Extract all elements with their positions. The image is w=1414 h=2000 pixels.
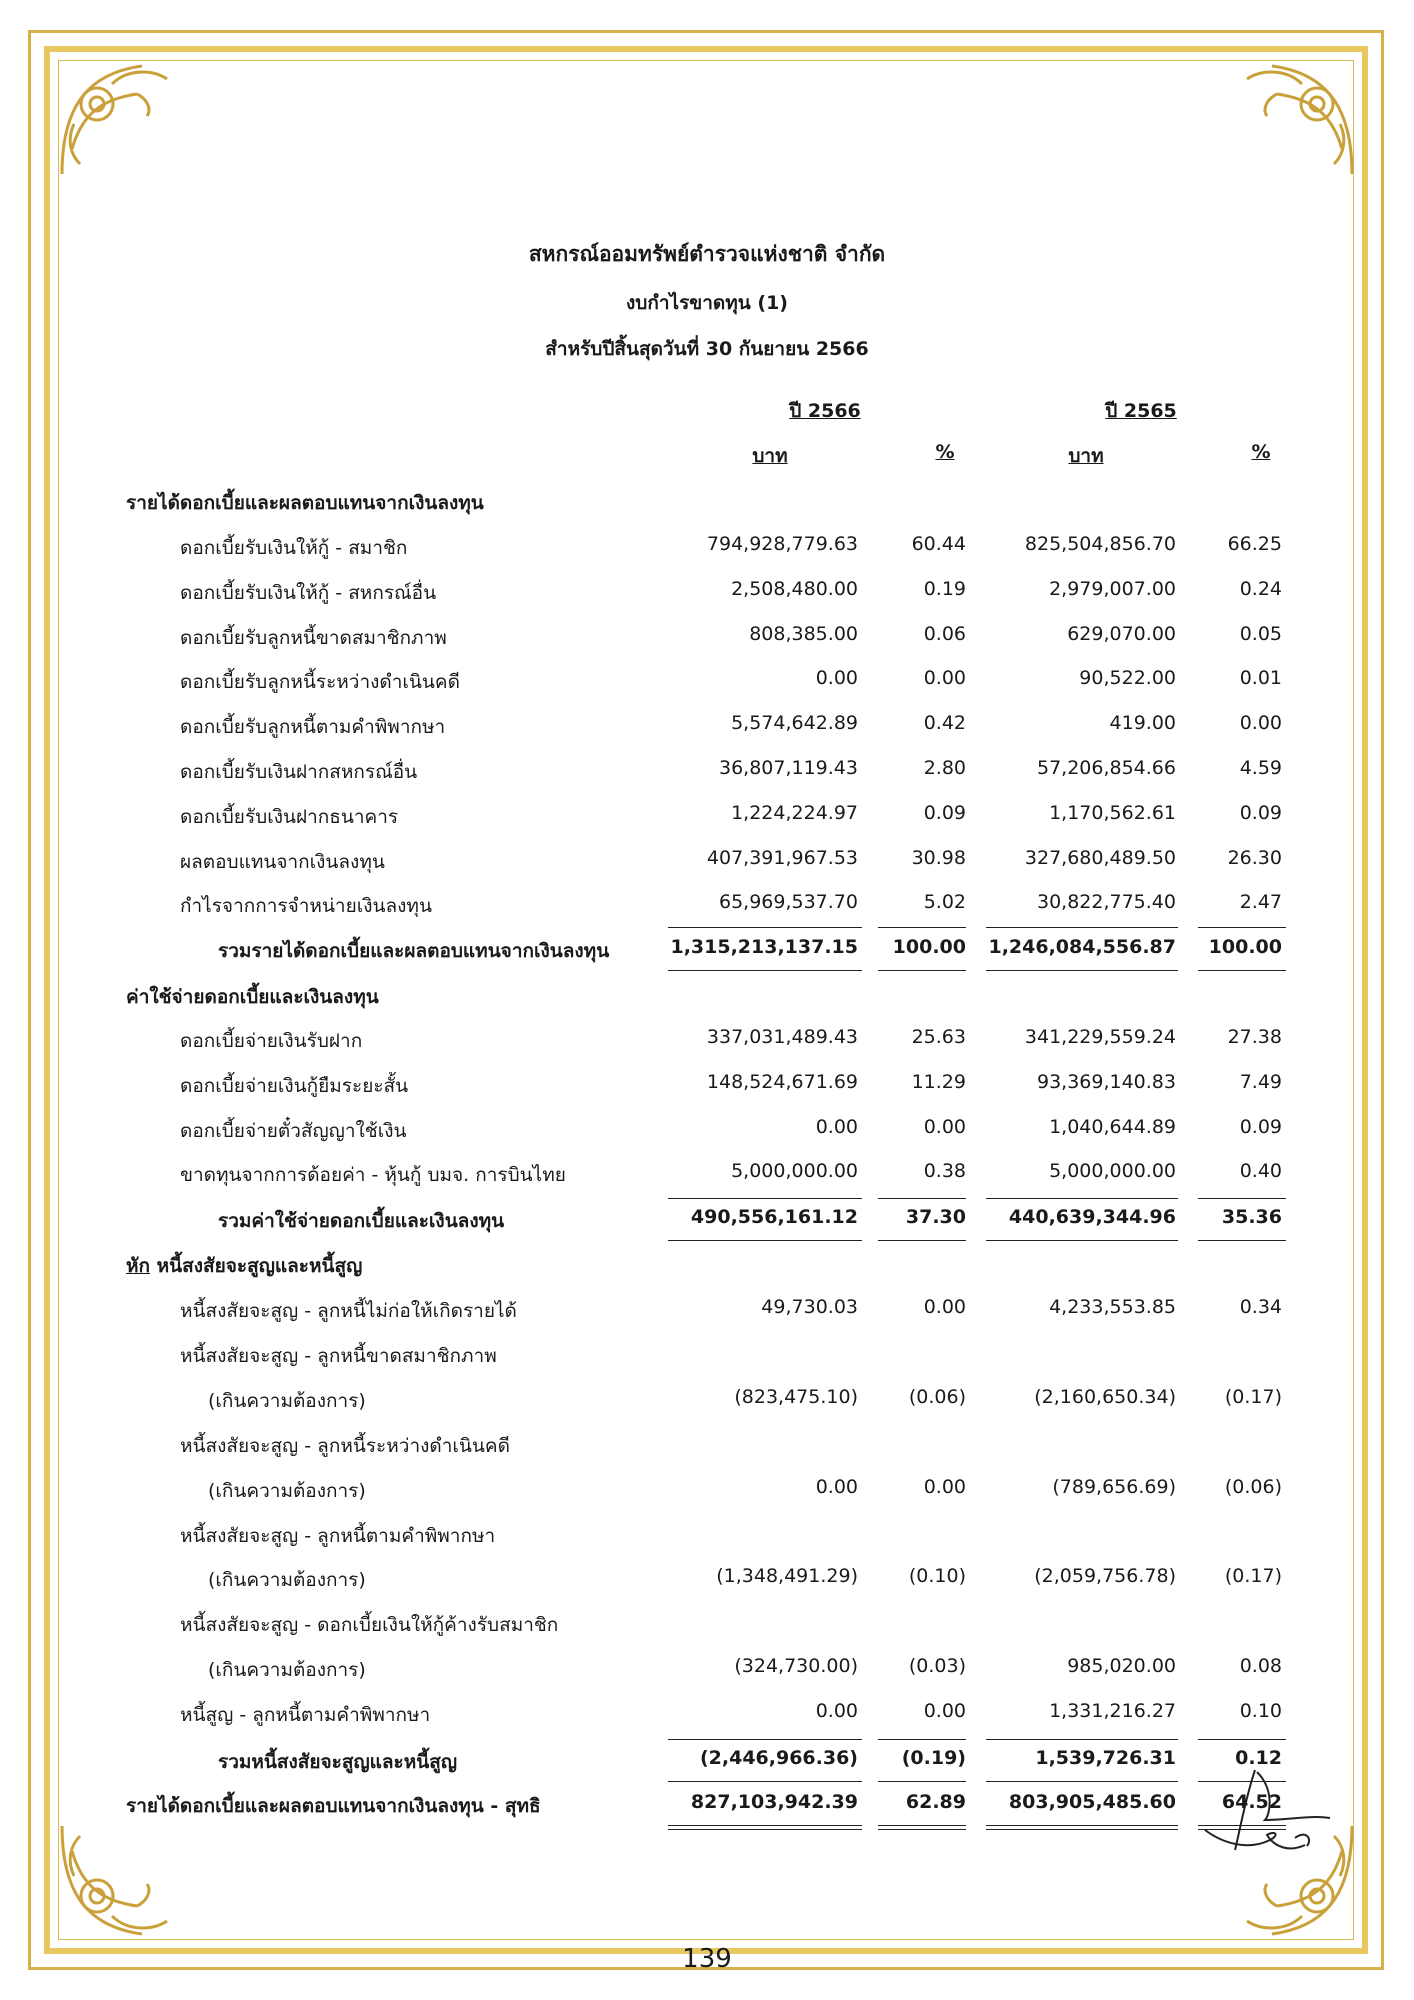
income-total-p2: 100.00 [1208, 936, 1282, 958]
row-label: (เกินความต้องการ) [208, 1389, 366, 1412]
row-label: หนี้สูญ - ลูกหนี้ตามคำพิพากษา [180, 1704, 431, 1727]
table-row [0, 1515, 1414, 1555]
expense-total-v2: 440,639,344.96 [1008, 1206, 1176, 1228]
deduct-total-v1: (2,446,966.36) [699, 1747, 858, 1769]
row-p2: 0.09 [1239, 1115, 1282, 1138]
expense-total-p2: 35.36 [1221, 1206, 1282, 1228]
row-p2: 0.10 [1239, 1700, 1282, 1723]
corner-ornament-icon [1232, 54, 1362, 184]
income-total-v2: 1,246,084,556.87 [988, 936, 1176, 958]
row-v1: 0.00 [815, 1475, 858, 1498]
row-v2: 1,331,216.27 [1049, 1700, 1176, 1723]
row-v2: 2,979,007.00 [1049, 577, 1176, 600]
expense-total-row [0, 1200, 1414, 1240]
row-label: กำไรจากการจำหน่ายเงินลงทุน [180, 895, 432, 918]
row-p1: 5.02 [923, 891, 966, 914]
subtotal-rule [986, 1739, 1178, 1740]
row-v2: 93,369,140.83 [1036, 1070, 1176, 1093]
row-v1: (823,475.10) [734, 1385, 858, 1408]
row-p1: 0.19 [923, 577, 966, 600]
row-v1: 2,508,480.00 [731, 577, 858, 600]
row-p1: 0.06 [923, 622, 966, 645]
row-p1: 30.98 [911, 846, 966, 869]
row-label: ดอกเบี้ยรับลูกหนี้ขาดสมาชิกภาพ [180, 626, 447, 649]
signature-icon [1195, 1760, 1335, 1860]
row-label: หนี้สงสัยจะสูญ - ลูกหนี้ขาดสมาชิกภาพ [180, 1344, 497, 1367]
row-p1: 0.42 [923, 712, 966, 735]
row-p1: 0.09 [923, 801, 966, 824]
income-total-p1: 100.00 [892, 936, 966, 958]
net-p1: 62.89 [905, 1791, 966, 1813]
expense-total-v1: 490,556,161.12 [690, 1206, 858, 1228]
row-label: ผลตอบแทนจากเงินลงทุน [180, 850, 385, 873]
row-label: ดอกเบี้ยรับลูกหนี้ตามคำพิพากษา [180, 716, 446, 739]
row-v1: 36,807,119.43 [718, 757, 858, 779]
row-v1: 794,928,779.63 [706, 533, 858, 555]
expense-total-p1: 37.30 [905, 1206, 966, 1228]
row-v2: 629,070.00 [1067, 622, 1176, 645]
row-v2: 57,206,854.66 [1036, 757, 1176, 779]
subtotal-rule [878, 1198, 966, 1199]
row-p1: (0.03) [908, 1655, 966, 1678]
table-row [0, 1290, 1414, 1330]
net-v1: 827,103,942.39 [690, 1791, 858, 1813]
row-p1: 0.00 [923, 1700, 966, 1723]
subtotal-rule [1198, 1739, 1286, 1740]
corner-ornament-icon [52, 54, 182, 184]
row-p2: 0.40 [1239, 1160, 1282, 1183]
row-v2: 419.00 [1109, 712, 1176, 735]
row-v2: 985,020.00 [1067, 1655, 1176, 1678]
row-p1: 0.00 [923, 1115, 966, 1138]
row-p2: 0.05 [1239, 622, 1282, 645]
deduct-total-label: รวมหนี้สงสัยจะสูญและหนี้สูญ [218, 1751, 458, 1773]
table-row [0, 1335, 1414, 1375]
row-label: ดอกเบี้ยจ่ายเงินกู้ยืมระยะสั้น [180, 1074, 409, 1097]
table-row [0, 751, 1414, 791]
row-p2: 0.00 [1239, 712, 1282, 735]
row-v2: 825,504,856.70 [1024, 533, 1176, 555]
table-row [0, 1380, 1414, 1420]
deduct-prefix: หัก [126, 1255, 151, 1277]
row-label: ดอกเบี้ยรับเงินให้กู้ - สมาชิก [180, 537, 408, 559]
table-row [0, 1154, 1414, 1194]
total-rule [1198, 1240, 1286, 1241]
table-row [0, 617, 1414, 657]
total-rule [878, 1781, 966, 1782]
table-row [0, 1110, 1414, 1150]
table-row [0, 1649, 1414, 1689]
row-label: ดอกเบี้ยรับเงินฝากธนาคาร [180, 805, 399, 828]
statement-title: งบกำไรขาดทุน (1) [626, 292, 788, 314]
subtotal-rule [986, 1198, 1178, 1199]
row-p1: 0.00 [923, 1296, 966, 1318]
subtotal-rule [1198, 1198, 1286, 1199]
income-total-label: รวมรายได้ดอกเบี้ยและผลตอบแทนจากเงินลงทุน [218, 940, 610, 962]
row-p1: (0.10) [908, 1565, 966, 1588]
row-p2: 66.25 [1227, 533, 1282, 555]
subtotal-rule [878, 1739, 966, 1740]
statement-period: สำหรับปีสิ้นสุดวันที่ 30 กันยายน 2566 [545, 338, 869, 360]
table-row [0, 1470, 1414, 1510]
row-p2: 7.49 [1239, 1070, 1282, 1093]
row-label: ดอกเบี้ยรับเงินฝากสหกรณ์อื่น [180, 761, 418, 783]
total-rule [668, 1240, 862, 1241]
page-number: 139 [682, 1944, 732, 1974]
row-v1: 0.00 [815, 1700, 858, 1723]
row-label: (เกินความต้องการ) [208, 1479, 366, 1502]
row-label: หนี้สงสัยจะสูญ - ลูกหนี้ไม่ก่อให้เกิดรายได้ [180, 1300, 517, 1322]
income-total-v1: 1,315,213,137.15 [670, 936, 858, 958]
net-label: รายได้ดอกเบี้ยและผลตอบแทนจากเงินลงทุน - สุทธิ [126, 1795, 541, 1817]
total-rule [986, 970, 1178, 971]
total-rule [878, 970, 966, 971]
table-row [0, 1559, 1414, 1599]
row-p2: 27.38 [1227, 1026, 1282, 1048]
total-rule [986, 1240, 1178, 1241]
expense-total-label: รวมค่าใช้จ่ายดอกเบี้ยและเงินลงทุน [218, 1210, 505, 1232]
row-p2: 0.34 [1239, 1296, 1282, 1318]
table-row [0, 661, 1414, 701]
row-p2: 0.09 [1239, 801, 1282, 824]
row-p1: 0.38 [923, 1160, 966, 1183]
table-row [0, 885, 1414, 925]
net-v2: 803,905,485.60 [1008, 1791, 1176, 1813]
column-baht-previous: บาท [1068, 445, 1104, 467]
section-heading [0, 482, 1414, 522]
row-p1: (0.06) [908, 1385, 966, 1408]
row-label: (เกินความต้องการ) [208, 1569, 366, 1592]
table-row [0, 572, 1414, 612]
row-v2: 90,522.00 [1079, 667, 1176, 690]
row-p1: 0.00 [923, 667, 966, 690]
row-label: ขาดทุนจากการด้อยค่า - หุ้นกู้ บมจ. การบินไทย [180, 1164, 566, 1187]
row-v2: 1,170,562.61 [1049, 801, 1176, 824]
row-v1: (1,348,491.29) [716, 1565, 858, 1588]
row-p2: 2.47 [1239, 891, 1282, 914]
row-label: (เกินความต้องการ) [208, 1659, 366, 1682]
row-v1: 5,000,000.00 [731, 1160, 858, 1183]
row-v2: (2,160,650.34) [1034, 1385, 1176, 1408]
row-v1: 49,730.03 [761, 1296, 858, 1318]
row-v1: 337,031,489.43 [706, 1026, 858, 1048]
row-v1: 0.00 [815, 1115, 858, 1138]
row-v2: (789,656.69) [1052, 1475, 1176, 1498]
table-row [0, 1425, 1414, 1465]
column-baht-current: บาท [752, 445, 788, 467]
total-rule [986, 1781, 1178, 1782]
deduct-total-p1: (0.19) [901, 1747, 966, 1769]
row-p2: (0.17) [1224, 1385, 1282, 1408]
row-label: ดอกเบี้ยจ่ายตั๋วสัญญาใช้เงิน [180, 1119, 407, 1142]
row-p2: (0.06) [1224, 1475, 1282, 1498]
net-p2: 64.52 [1221, 1791, 1282, 1813]
row-v2: 1,040,644.89 [1049, 1115, 1176, 1138]
column-year-previous: ปี 2565 [1105, 400, 1177, 422]
row-p2: (0.17) [1224, 1565, 1282, 1588]
row-v1: 0.00 [815, 667, 858, 690]
double-rule [878, 1825, 966, 1830]
table-row [0, 1694, 1414, 1734]
row-p2: 26.30 [1227, 846, 1282, 869]
deduct-total-v2: 1,539,726.31 [1035, 1747, 1176, 1769]
column-percent-previous: % [1251, 441, 1271, 463]
row-v1: 148,524,671.69 [706, 1070, 858, 1093]
section-heading [0, 976, 1414, 1016]
row-label: หนี้สงสัยจะสูญ - ดอกเบี้ยเงินให้กู้ค้างรับสมาชิก [180, 1614, 559, 1637]
row-label: ดอกเบี้ยรับเงินให้กู้ - สหกรณ์อื่น [180, 581, 437, 604]
row-v2: 327,680,489.50 [1024, 846, 1176, 869]
row-label: ดอกเบี้ยจ่ายเงินรับฝาก [180, 1030, 363, 1052]
total-rule [668, 970, 862, 971]
subtotal-rule [668, 927, 862, 928]
table-row [0, 1065, 1414, 1105]
table-row [0, 1604, 1414, 1644]
row-p2: 0.24 [1239, 577, 1282, 600]
row-v1: 1,224,224.97 [731, 801, 858, 824]
row-p2: 0.08 [1239, 1655, 1282, 1678]
row-v2: (2,059,756.78) [1034, 1565, 1176, 1588]
subtotal-rule [986, 927, 1178, 928]
row-v2: 30,822,775.40 [1036, 891, 1176, 914]
row-p1: 0.00 [923, 1475, 966, 1498]
row-p1: 11.29 [911, 1070, 966, 1093]
table-row [0, 1020, 1414, 1060]
section-expense-title: ค่าใช้จ่ายดอกเบี้ยและเงินลงทุน [126, 986, 379, 1008]
row-v2: 4,233,553.85 [1049, 1296, 1176, 1318]
row-p2: 4.59 [1239, 757, 1282, 779]
organization-title: สหกรณ์ออมทรัพย์ตำรวจแห่งชาติ จำกัด [528, 242, 886, 266]
deduct-title: หนี้สงสัยจะสูญและหนี้สูญ [150, 1255, 363, 1277]
table-row [0, 841, 1414, 881]
corner-ornament-icon [52, 1816, 182, 1946]
row-p1: 2.80 [923, 757, 966, 779]
subtotal-rule [1198, 927, 1286, 928]
section-heading [0, 1245, 1414, 1285]
row-label: ดอกเบี้ยรับลูกหนี้ระหว่างดำเนินคดี [180, 671, 460, 694]
row-v2: 5,000,000.00 [1049, 1160, 1176, 1183]
subtotal-rule [668, 1198, 862, 1199]
row-v1: 407,391,967.53 [706, 846, 858, 869]
table-row [0, 527, 1414, 567]
subtotal-rule [668, 1739, 862, 1740]
double-rule [668, 1825, 862, 1830]
double-rule [986, 1825, 1178, 1830]
row-v1: (324,730.00) [734, 1655, 858, 1678]
row-label: หนี้สงสัยจะสูญ - ลูกหนี้ตามคำพิพากษา [180, 1524, 496, 1547]
subtotal-rule [878, 927, 966, 928]
total-rule [1198, 970, 1286, 971]
table-row [0, 796, 1414, 836]
table-row [0, 706, 1414, 746]
deduct-total-p2: 0.12 [1235, 1747, 1282, 1769]
total-rule [878, 1240, 966, 1241]
row-p1: 60.44 [911, 533, 966, 555]
income-total-row [0, 930, 1414, 970]
total-rule [668, 1781, 862, 1782]
row-label: หนี้สงสัยจะสูญ - ลูกหนี้ระหว่างดำเนินคดี [180, 1434, 510, 1457]
row-v1: 65,969,537.70 [718, 891, 858, 914]
column-percent-current: % [935, 441, 955, 463]
row-v2: 341,229,559.24 [1024, 1026, 1176, 1048]
section-deduct-title [126, 1251, 362, 1281]
row-p2: 0.01 [1239, 667, 1282, 690]
section-income-title: รายได้ดอกเบี้ยและผลตอบแทนจากเงินลงทุน [126, 492, 484, 514]
row-v1: 808,385.00 [749, 622, 858, 645]
row-v1: 5,574,642.89 [731, 712, 858, 735]
row-p1: 25.63 [911, 1026, 966, 1048]
column-year-current: ปี 2566 [789, 400, 861, 422]
